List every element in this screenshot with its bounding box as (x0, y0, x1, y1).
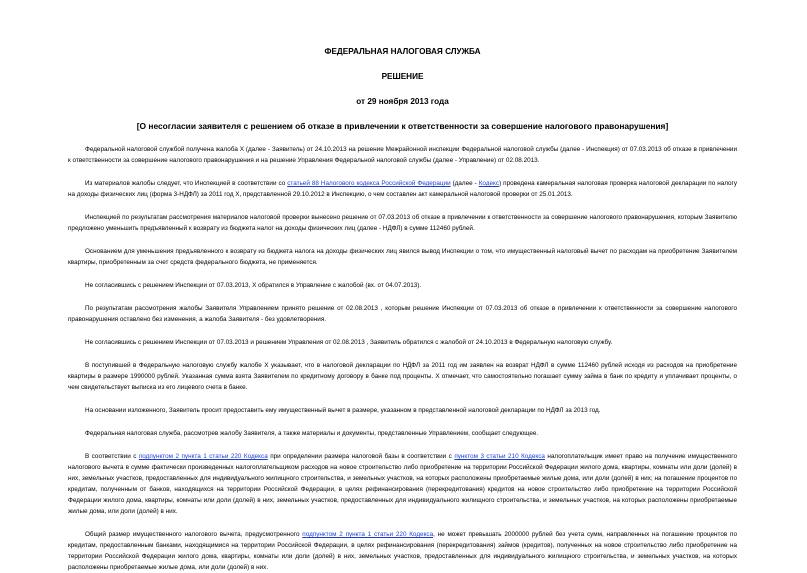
paragraph-11-part-b: при определении размера налоговой базы в соответствии с (267, 453, 455, 460)
document-date: от 29 ноября 2013 года (356, 97, 449, 106)
paragraph-11-part-a: В соответствии с (85, 453, 139, 460)
paragraph-12-part-a: Общий размер имущественного налогового вычета, предусмотренного (85, 531, 303, 538)
paragraph-11-part-c: налогоплательщик имеет право на получение имущественного налогового вычета в сумме фактически произведенных налогоплательщиком расходов на новое строительство либо приобретение на территории Российской Федерации жилого дома, квартиры, комнаты или доли (долей) в них, земельных участков, предоставленных для индивидуального жилищного строительства, и земельных участков, на которых расположены приобретаемые жилые дома, или доли (долей) в них; на погашение процентов по кредитам, полученным от банков, находящихся на территории Российской Федерации, в целях рефинансирования (перекредитования) кредитов на новое строительство либо приобретение на территории Российской Федерации жилого дома, квартиры, комнаты или доли (долей) в них, земельных участков, предоставленных для индивидуального жилищного строительства, и земельных участков, на которых расположены приобретаемые жилые дома, или доли (долей) в них. (68, 453, 737, 515)
paragraph-2-part-b: (далее - (450, 180, 479, 187)
paragraph-2-part-a: Из материалов жалобы следует, что Инспекцией в соответствии со (85, 180, 288, 187)
paragraph-2 (68, 178, 737, 200)
agency-heading: ФЕДЕРАЛЬНАЯ НАЛОГОВАЯ СЛУЖБА (324, 47, 481, 56)
article-220-link[interactable]: подпунктом 2 пункта 1 статьи 220 Кодекса (138, 453, 268, 460)
document-subject: [О несогласии заявителя с решением об отказе в привлечении к ответственности за совершение налогового правонарушения] (136, 121, 669, 131)
tax-code-article-88-link[interactable]: статьей 88 Налогового кодекса Российской Федерации (287, 180, 451, 187)
article-220-link-2[interactable]: подпунктом 2 пункта 1 статьи 220 Кодекса (302, 531, 434, 538)
paragraph-3: Инспекцией по результатам рассмотрения материалов налоговой проверки вынесено решение от 07.03.2013 об отказе в привлечении к ответственности за совершение налогового правонарушения, которым Заявителю предложено уменьшить предъявленный к возврату из бюджета налог на доходы физических лиц (далее - НДФЛ) в сумме 112460 рублей. (68, 214, 737, 232)
paragraph-5: Не согласившись с решением Инспекции от 07.03.2013, Х обратился в Управление с жалобой (вх. от 04.07.2013). (85, 282, 422, 289)
paragraph-8: В поступившей в Федеральную налоговую службу жалобе Х указывает, что в налоговой декларации по НДФЛ за 2011 год им заявлен на возврат НДФЛ в сумме 112460 рублей исходя из расходов на приобретение квартиры в размере 1990000 рублей. Указанная сумма взята Заявителем по кредитному договору в банке под проценты. Х отмечает, что самостоятельно погашает сумму займа в банк по кредиту и уплачивает проценты, о чем свидетельствует выписка из его лицевого счета в банке. (68, 362, 737, 391)
paragraph-12-part-b: , не может превышать 2000000 рублей без учета сумм, направленных на погашение процентов по кредитам, предоставленным банками, находящимися на территории Российской Федерации, в целях рефинансирования (перекредитования) займов (кредитов), полученных на новое строительство либо приобретение на территории Российской Федерации жилого дома, квартиры, комнаты или доли (долей) в них, земельных участков, предоставленных для индивидуального жилищного строительства, и земельных участков, на которых расположены приобретаемые жилые дома, или доли (долей) в них. (68, 531, 737, 571)
paragraph-7: Не согласившись с решением Инспекции от 07.03.2013 и решением Управления от 02.08.2013 , Заявитель обратился с жалобой от 24.10.2013 в Федеральную налоговую службу. (85, 339, 613, 346)
paragraph-2-part-c: ) проведена камеральная налоговая проверка налоговой декларации по налогу на доходы физических лиц (форма 3-НДФЛ) за 2011 год Х, представленной 29.10.2012 в Инспекцию, о чем составлен акт камеральной налоговой проверки от 25.01.2013. (68, 180, 738, 198)
paragraph-12 (68, 529, 737, 573)
document-type-heading: РЕШЕНИЕ (381, 72, 424, 81)
paragraph-10: Федеральная налоговая служба, рассмотрев жалобу Заявителя, а также материалы и документы, представленные Управлением, сообщает следующее. (85, 430, 539, 437)
paragraph-6: По результатам рассмотрения жалобы Заявителя Управлением принято решение от 02.08.2013 , которым решение Инспекции от 07.03.2013 об отказе в привлечении к ответственности за совершение налогового правонарушения оставлено без изменения, а жалоба Заявителя - без удовлетворения. (68, 305, 737, 323)
paragraph-11 (68, 451, 737, 517)
article-210-link[interactable]: пунктом 3 статьи 210 Кодекса (454, 453, 545, 460)
document-body (68, 131, 737, 573)
tax-code-link[interactable]: Кодекс (478, 180, 500, 187)
paragraph-4: Основанием для уменьшения предъявленного к возврату из бюджета налога на доходы физических лиц явился вывод Инспекции о том, что имущественный налоговый вычет по расходам на приобретение Заявителем квартиры, приобретенным за счет средств федерального бюджета, не применяется. (68, 248, 737, 266)
paragraph-1: Федеральной налоговой службой получена жалоба Х (далее - Заявитель) от 24.10.2013 на решение Межрайонной инспекции Федеральной налоговой службы (далее - Инспекция) от 07.03.2013 об отказе в привлечении к ответственности за совершение налогового правонарушения и на решение Управления Федеральной налоговой службы (далее - Управление) от 02.08.2013. (68, 146, 737, 164)
paragraph-9: На основании изложенного, Заявитель просит предоставить ему имущественный вычет в размере, указанном в представленной налоговой декларации по НДФЛ за 2013 год. (85, 407, 601, 414)
